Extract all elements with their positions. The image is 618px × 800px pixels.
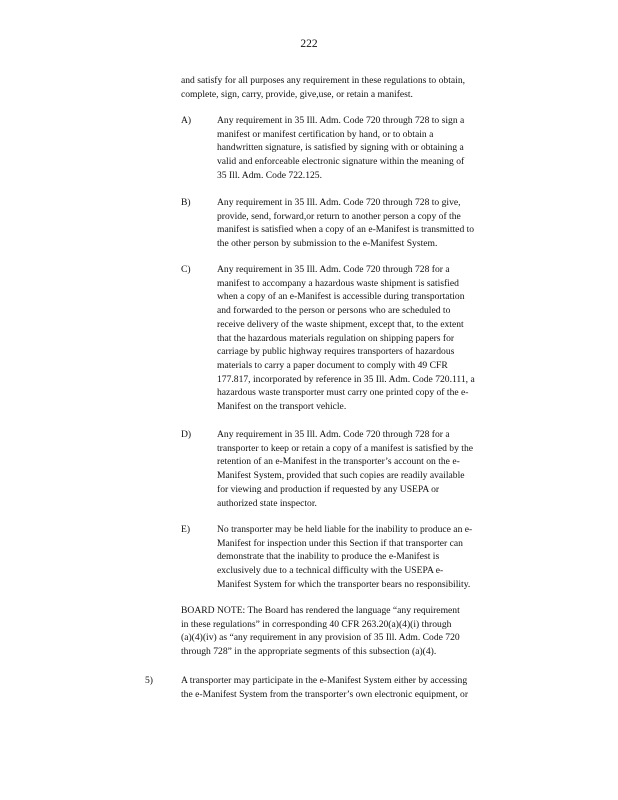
text-line: Manifest on the transport vehicle. bbox=[217, 401, 347, 413]
text-line: manifest or manifest certification by hand, or to obtain a bbox=[217, 128, 434, 140]
text-line: exclusively due to a technical difficulty with the USEPA e- bbox=[217, 565, 444, 577]
text-line: materials to carry a paper document to comply with 49 CFR bbox=[217, 359, 448, 371]
subsection-label: B) bbox=[181, 197, 191, 208]
text-line: 177.817, incorporated by reference in 35 Ill. Adm. Code 720.111, a bbox=[217, 373, 475, 385]
text-line: for viewing and production if requested by any USEPA or bbox=[217, 483, 440, 495]
paragraph-label: 5) bbox=[145, 675, 153, 686]
text-line: manifest is satisfied when a copy of an e-Manifest is transmitted to bbox=[217, 224, 475, 236]
text-line: BOARD NOTE: The Board has rendered the language “any requirement bbox=[181, 605, 460, 616]
text-line: 35 Ill. Adm. Code 722.125. bbox=[217, 169, 322, 181]
text-line: provide, send, forward,or return to another person a copy of the bbox=[217, 210, 461, 222]
text-line: in these regulations” in corresponding 40 CFR 263.20(a)(4)(i) through bbox=[181, 618, 452, 630]
text-line: transporter to keep or retain a copy of a manifest is satisfied by the bbox=[217, 442, 474, 454]
text-line: hazardous waste transporter must carry one printed copy of the e- bbox=[217, 387, 469, 399]
text-line: handwritten signature, is satisfied by signing with or obtaining a bbox=[217, 142, 464, 154]
text-line: Manifest System for which the transporter bears no responsibility. bbox=[217, 578, 471, 590]
subsection-label: D) bbox=[181, 429, 192, 440]
text-line: and satisfy for all purposes any requirement in these regulations to obtain, bbox=[181, 75, 466, 86]
text-line: the other person by submission to the e-Manifest System. bbox=[217, 238, 438, 250]
text-line: demonstrate that the inability to produce the e-Manifest is bbox=[217, 551, 440, 563]
board-note bbox=[181, 604, 531, 659]
subsection-body bbox=[217, 114, 541, 183]
subsection-label: E) bbox=[181, 524, 191, 535]
text-line: No transporter may be held liable for the inability to produce an e- bbox=[217, 524, 473, 535]
text-line: Any requirement in 35 Ill. Adm. Code 720 through 728 to sign a bbox=[217, 115, 465, 126]
text-line: retention of an e-Manifest in the transporter’s account on the e- bbox=[217, 456, 460, 468]
intro-paragraph bbox=[181, 74, 531, 101]
text-line: Any requirement in 35 Ill. Adm. Code 720 through 728 for a bbox=[217, 264, 450, 275]
text-line: the e-Manifest System from the transporter’s own electronic equipment, or bbox=[181, 688, 469, 700]
text-line: Manifest for inspection under this Section if that transporter can bbox=[217, 537, 463, 549]
subsection-label: C) bbox=[181, 264, 191, 275]
text-line: that the hazardous materials regulation on shipping papers for bbox=[217, 332, 455, 344]
text-line: through 728” in the appropriate segments of this subsection (a)(4). bbox=[181, 646, 437, 658]
page-number: 222 bbox=[300, 38, 318, 50]
text-line: carriage by public highway requires transporters of hazardous bbox=[217, 346, 455, 358]
subsection-body bbox=[217, 523, 541, 592]
text-line: when a copy of an e-Manifest is accessible during transportation bbox=[217, 291, 465, 303]
subsection-body bbox=[217, 196, 541, 251]
text-line: complete, sign, carry, provide, give,use, or retain a manifest. bbox=[181, 88, 413, 100]
subsection-body bbox=[217, 428, 541, 510]
text-line: and forwarded to the person or persons who are scheduled to bbox=[217, 305, 451, 317]
text-line: receive delivery of the waste shipment, except that, to the extent bbox=[217, 318, 464, 330]
subsection-label: A) bbox=[181, 115, 192, 126]
text-line: valid and enforceable electronic signature within the meaning of bbox=[217, 156, 465, 168]
text-line: manifest to accompany a hazardous waste shipment is satisfied bbox=[217, 277, 459, 289]
text-line: Any requirement in 35 Ill. Adm. Code 720 through 728 to give, bbox=[217, 197, 461, 208]
text-line: (a)(4)(iv) as “any requirement in any provision of 35 Ill. Adm. Code 720 bbox=[181, 632, 460, 644]
subsection-body bbox=[217, 263, 541, 414]
text-line: Manifest System, provided that such copies are readily available bbox=[217, 470, 465, 482]
text-line: Any requirement in 35 Ill. Adm. Code 720 through 728 for a bbox=[217, 429, 450, 440]
paragraph-body bbox=[181, 674, 543, 701]
text-line: authorized state inspector. bbox=[217, 497, 317, 509]
text-line: A transporter may participate in the e-Manifest System either by accessing bbox=[181, 675, 468, 686]
